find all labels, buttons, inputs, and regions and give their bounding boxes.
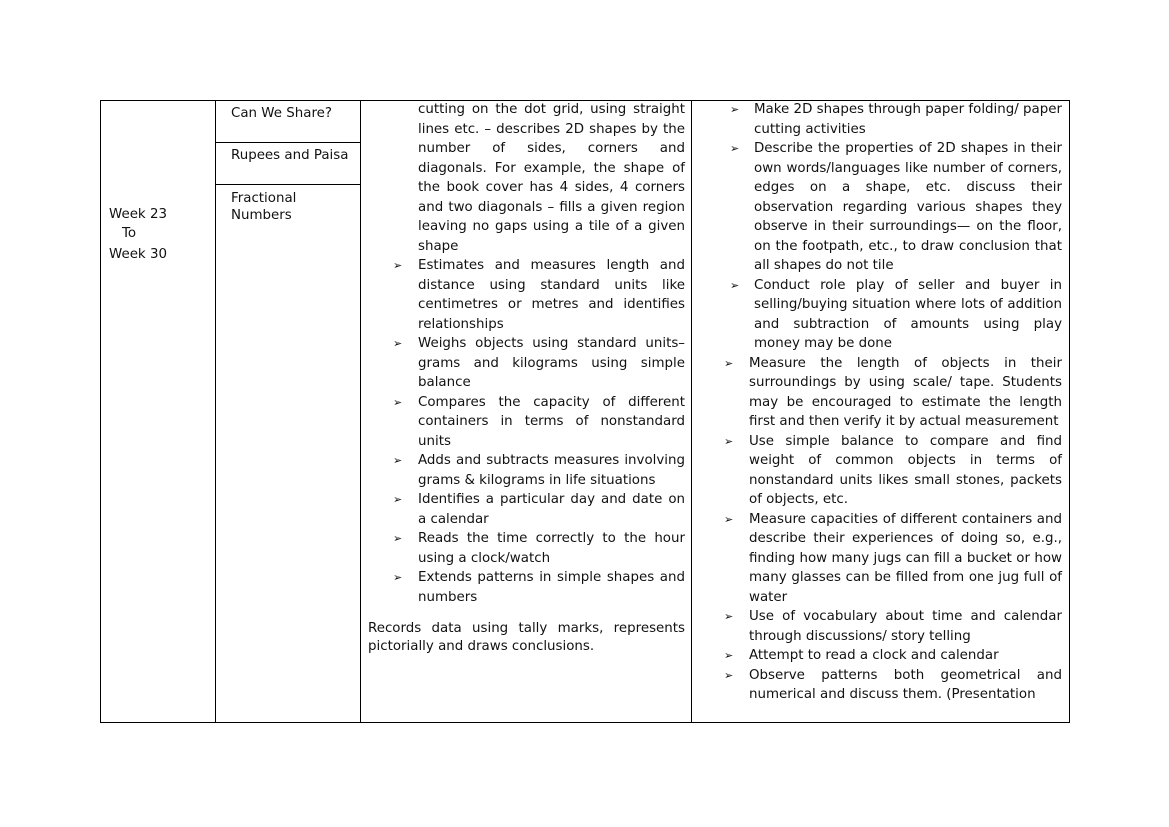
arrow-bullet-icon: ➢ [724, 610, 734, 623]
pedagogy-text: Make 2D shapes through paper folding/ paper cutting activities [754, 102, 1062, 137]
pedagogy-item [705, 432, 1062, 510]
column-divider-3 [691, 100, 692, 723]
column-divider-2 [360, 100, 361, 723]
learning-outcomes-list [368, 256, 685, 607]
arrow-bullet-icon: ➢ [393, 395, 403, 409]
pedagogy-text: Describe the properties of 2D shapes in their own words/languages like number of corners, edges on a shape, etc. discuss their observation regarding various shapes they observe in their surroundings— on the floor, on the footpath, etc., to draw conclusion that all shapes do not tile [754, 141, 1062, 273]
week-start: Week 23 [109, 207, 167, 222]
pedagogy-text: Conduct role play of seller and buyer in selling/buying situation where lots of addition and subtraction of amounts using play money may be done [754, 277, 1062, 351]
pedagogy-item [705, 646, 1062, 666]
week-end: Week 30 [109, 247, 167, 262]
arrow-bullet-icon: ➢ [393, 532, 403, 545]
arrow-bullet-icon: ➢ [724, 668, 734, 682]
learning-outcome-text: Identifies a particular day and date on a calendar [418, 492, 685, 527]
arrow-bullet-icon: ➢ [393, 259, 403, 272]
week-to: To [122, 226, 137, 241]
learning-outcome-item [368, 393, 685, 452]
arrow-bullet-icon: ➢ [393, 337, 403, 350]
learning-outcome-item [368, 256, 685, 334]
learning-outcome-item [368, 334, 685, 393]
learning-outcome-text: Extends patterns in simple shapes and numbers [418, 570, 685, 605]
arrow-bullet-icon: ➢ [393, 454, 403, 467]
arrow-bullet-icon: ➢ [730, 142, 740, 155]
pedagogy-item [705, 276, 1062, 354]
learning-outcome-text: Reads the time correctly to the hour using a clock/watch [418, 531, 685, 566]
topic-can-we-share: Can We Share? [231, 106, 332, 121]
learning-outcome-item [368, 568, 685, 607]
learning-outcome-text: Adds and subtracts measures involving grams & kilograms in life situations [418, 453, 685, 488]
column-divider-1 [215, 100, 216, 723]
pedagogy-item [705, 100, 1062, 139]
arrow-bullet-icon: ➢ [724, 434, 734, 448]
topic-divider-2 [215, 184, 361, 185]
pedagogy-item [705, 354, 1062, 432]
pedagogy-item [705, 139, 1062, 276]
pedagogy-item [705, 607, 1062, 646]
arrow-bullet-icon: ➢ [724, 649, 734, 662]
learning-outcome-item [368, 451, 685, 490]
learning-outcome-text: Weighs objects using standard units– grams and kilograms using simple balance [418, 336, 685, 390]
learning-outcome-continued-text: cutting on the dot grid, using straight lines etc. – describes 2D shapes by the number of sides, corners and diagonals. For example, the shape of the book cover has 4 sides, 4 corners and two diagonals – fills a given region leaving no gaps using a tile of a given shape [418, 102, 685, 254]
arrow-bullet-icon: ➢ [393, 571, 403, 584]
pedagogy-text: Use of vocabulary about time and calendar through discussions/ story telling [749, 609, 1062, 644]
learning-outcome-text: Estimates and measures length and distance using standard units like centimetres or metres and identifies relationships [418, 258, 685, 332]
pedagogy-text: Measure capacities of different containers and describe their experiences of doing so, e.g., finding how many jugs can fill a bucket or how many glasses can be filled from one jug full of water [749, 511, 1062, 605]
arrow-bullet-icon: ➢ [724, 512, 734, 526]
pedagogy-text: Measure the length of objects in their surroundings by using scale/ tape. Students may be encouraged to estimate the length first and then verify it by actual measurement [749, 355, 1062, 429]
arrow-bullet-icon: ➢ [393, 493, 403, 506]
topic-divider-1 [215, 142, 361, 143]
pedagogy-list [705, 100, 1062, 705]
learning-outcome-closing-text: Records data using tally marks, represents pictorially and draws conclusions. [368, 621, 685, 654]
pedagogy-text: Use simple balance to compare and find weight of common objects in terms of nonstandard units likes small stones, packets of objects, etc. [749, 433, 1062, 507]
pedagogy-text: Observe patterns both geometrical and numerical and discuss them. (Presentation [749, 667, 1062, 702]
pedagogy-item [705, 666, 1062, 705]
arrow-bullet-icon: ➢ [730, 278, 740, 292]
pedagogy-item [705, 510, 1062, 608]
learning-outcome-item [368, 490, 685, 529]
topic-rupees-and-paisa: Rupees and Paisa [231, 148, 349, 163]
learning-outcomes-cell [368, 100, 685, 655]
pedagogy-text: Attempt to read a clock and calendar [749, 648, 999, 663]
learning-outcome-item [368, 529, 685, 568]
pedagogical-processes-cell [705, 100, 1062, 705]
learning-outcome-text: Compares the capacity of different containers in terms of nonstandard units [418, 394, 685, 449]
arrow-bullet-icon: ➢ [730, 103, 740, 116]
week-range [109, 205, 167, 264]
arrow-bullet-icon: ➢ [724, 356, 734, 370]
topic-fractional-numbers: Fractional Numbers [231, 191, 297, 223]
